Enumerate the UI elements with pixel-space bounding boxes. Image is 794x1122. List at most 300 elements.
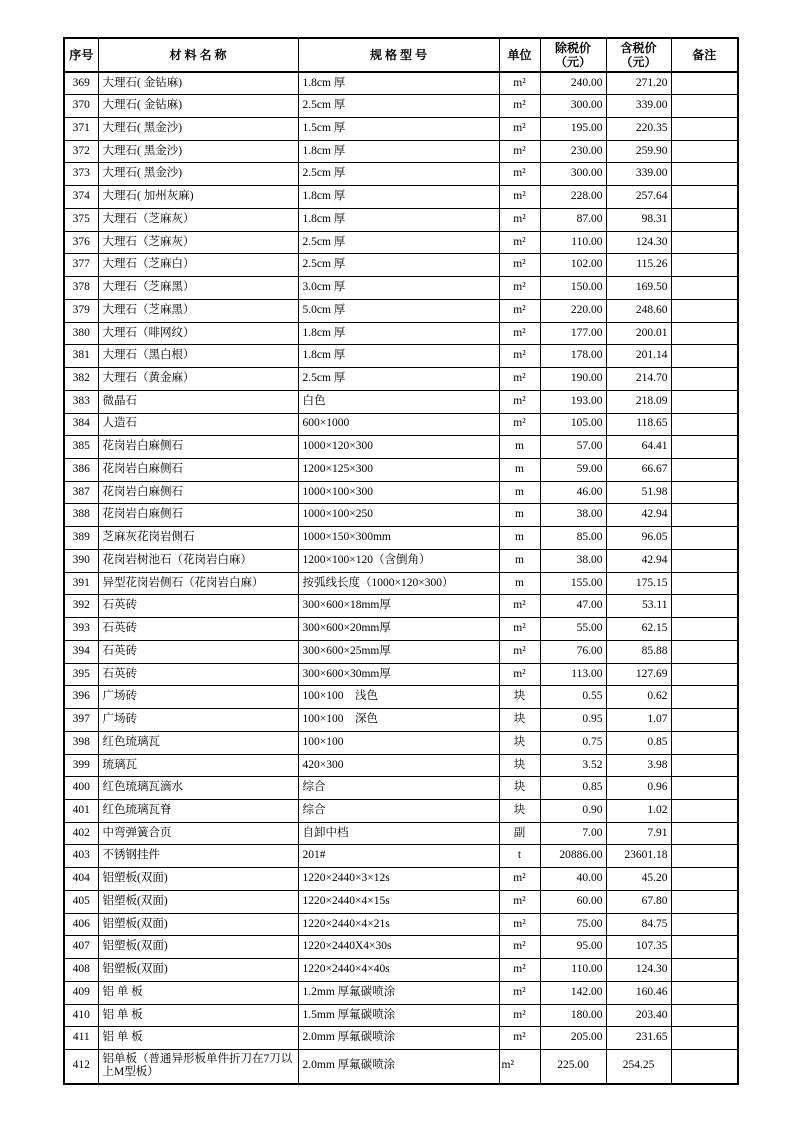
cell-spec: 2.5cm 厚 (298, 95, 499, 118)
cell-unit: m² (499, 163, 540, 186)
table-row (64, 1027, 738, 1050)
table-row (64, 481, 738, 504)
cell-unit: 副 (499, 822, 540, 845)
cell-name: 大理石( 黑金沙) (98, 117, 298, 140)
cell-price_ex: 193.00 (540, 390, 606, 413)
cell-price_inc: 51.98 (606, 481, 671, 504)
table-row (64, 618, 738, 641)
cell-note (671, 663, 738, 686)
cell-spec: 1220×2440×4×40s (298, 959, 499, 982)
col-header-spec-model: 规 格 型 号 (298, 38, 499, 72)
table-row (64, 163, 738, 186)
cell-spec: 综合 (298, 800, 499, 823)
cell-note (671, 686, 738, 709)
cell-unit: m² (499, 322, 540, 345)
cell-price_ex: 178.00 (540, 345, 606, 368)
cell-price_inc: 42.94 (606, 549, 671, 572)
cell-spec: 1.5mm 厚氟碳喷涂 (298, 1004, 499, 1027)
cell-note (671, 868, 738, 891)
cell-unit: 块 (499, 800, 540, 823)
cell-price_inc: 231.65 (606, 1027, 671, 1050)
cell-unit: m² (499, 368, 540, 391)
cell-price_ex: 300.00 (540, 163, 606, 186)
cell-no: 403 (64, 845, 98, 868)
cell-unit: m² (499, 277, 540, 300)
cell-note (671, 458, 738, 481)
cell-unit: m² (499, 663, 540, 686)
cell-price_ex: 57.00 (540, 436, 606, 459)
cell-price_ex: 180.00 (540, 1004, 606, 1027)
cell-price_inc: 1.02 (606, 800, 671, 823)
cell-note (671, 913, 738, 936)
cell-name: 大理石（黄金麻） (98, 368, 298, 391)
table-row (64, 1050, 738, 1084)
table-row (64, 117, 738, 140)
cell-name: 微晶石 (98, 390, 298, 413)
cell-price_inc: 339.00 (606, 95, 671, 118)
cell-price_inc: 84.75 (606, 913, 671, 936)
col-header-material-name: 材 料 名 称 (98, 38, 298, 72)
table-row (64, 754, 738, 777)
cell-spec: 1.8cm 厚 (298, 322, 499, 345)
cell-note (671, 413, 738, 436)
cell-note (671, 936, 738, 959)
cell-price_ex: 110.00 (540, 959, 606, 982)
cell-spec: 1.5cm 厚 (298, 117, 499, 140)
cell-no: 369 (64, 72, 98, 95)
table-row (64, 845, 738, 868)
cell-unit: m (499, 549, 540, 572)
cell-spec: 300×600×20mm厚 (298, 618, 499, 641)
cell-name: 大理石（芝麻灰） (98, 208, 298, 231)
cell-unit: m² (499, 890, 540, 913)
cell-price_inc: 115.26 (606, 254, 671, 277)
table-row (64, 868, 738, 891)
cell-price_ex: 142.00 (540, 981, 606, 1004)
cell-spec: 1.8cm 厚 (298, 345, 499, 368)
cell-name: 琉璃瓦 (98, 754, 298, 777)
cell-price_inc: 248.60 (606, 299, 671, 322)
table-row (64, 254, 738, 277)
table-row (64, 572, 738, 595)
cell-price_ex: 220.00 (540, 299, 606, 322)
cell-price_inc: 124.30 (606, 231, 671, 254)
cell-no: 386 (64, 458, 98, 481)
table-row (64, 800, 738, 823)
cell-spec: 201# (298, 845, 499, 868)
cell-note (671, 595, 738, 618)
cell-no: 388 (64, 504, 98, 527)
cell-price_inc: 203.40 (606, 1004, 671, 1027)
cell-unit: m (499, 504, 540, 527)
cell-note (671, 231, 738, 254)
table-row (64, 595, 738, 618)
cell-price_ex: 177.00 (540, 322, 606, 345)
cell-unit: m² (499, 913, 540, 936)
cell-spec: 2.0mm 厚氟碳喷涂 (298, 1050, 499, 1084)
table-header-row (64, 38, 738, 72)
cell-no: 405 (64, 890, 98, 913)
cell-name: 石英砖 (98, 595, 298, 618)
cell-unit: m² (499, 1050, 540, 1084)
cell-unit: m (499, 436, 540, 459)
cell-price_ex: 240.00 (540, 72, 606, 95)
cell-unit: 块 (499, 686, 540, 709)
cell-price_inc: 45.20 (606, 868, 671, 891)
cell-note (671, 618, 738, 641)
cell-name: 芝麻灰花岗岩侧石 (98, 527, 298, 550)
cell-price_ex: 95.00 (540, 936, 606, 959)
cell-note (671, 481, 738, 504)
cell-name: 石英砖 (98, 663, 298, 686)
cell-note (671, 890, 738, 913)
cell-name: 大理石（芝麻白） (98, 254, 298, 277)
cell-price_ex: 46.00 (540, 481, 606, 504)
cell-price_inc: 160.46 (606, 981, 671, 1004)
cell-price_ex: 0.55 (540, 686, 606, 709)
cell-name: 铝塑板(双面) (98, 890, 298, 913)
cell-note (671, 186, 738, 209)
table-row (64, 981, 738, 1004)
cell-no: 412 (64, 1050, 98, 1084)
cell-unit: m² (499, 959, 540, 982)
cell-price_ex: 155.00 (540, 572, 606, 595)
cell-spec: 100×100 深色 (298, 709, 499, 732)
cell-price_ex: 76.00 (540, 640, 606, 663)
cell-spec: 1220×2440X4×30s (298, 936, 499, 959)
cell-no: 376 (64, 231, 98, 254)
cell-spec: 420×300 (298, 754, 499, 777)
cell-no: 395 (64, 663, 98, 686)
cell-price_ex: 0.95 (540, 709, 606, 732)
cell-name: 铝塑板(双面) (98, 936, 298, 959)
cell-price_ex: 150.00 (540, 277, 606, 300)
cell-name: 石英砖 (98, 618, 298, 641)
cell-name: 大理石（芝麻黑） (98, 299, 298, 322)
cell-price_ex: 75.00 (540, 913, 606, 936)
cell-spec: 1200×100×120（含倒角） (298, 549, 499, 572)
cell-name: 广场砖 (98, 709, 298, 732)
cell-name: 大理石（啡网纹） (98, 322, 298, 345)
cell-no: 379 (64, 299, 98, 322)
cell-no: 398 (64, 731, 98, 754)
cell-no: 396 (64, 686, 98, 709)
table-row (64, 731, 738, 754)
cell-spec: 2.5cm 厚 (298, 368, 499, 391)
cell-note (671, 572, 738, 595)
cell-note (671, 322, 738, 345)
col-header-serial: 序号 (64, 38, 98, 72)
cell-note (671, 95, 738, 118)
table-row (64, 186, 738, 209)
cell-spec: 600×1000 (298, 413, 499, 436)
cell-note (671, 72, 738, 95)
table-row (64, 709, 738, 732)
cell-price_inc: 127.69 (606, 663, 671, 686)
cell-name: 异型花岗岩侧石（花岗岩白麻） (98, 572, 298, 595)
cell-price_inc: 96.05 (606, 527, 671, 550)
table-row (64, 390, 738, 413)
cell-price_inc: 62.15 (606, 618, 671, 641)
cell-price_inc: 67.80 (606, 890, 671, 913)
cell-spec: 100×100 (298, 731, 499, 754)
cell-note (671, 777, 738, 800)
cell-spec: 2.0mm 厚氟碳喷涂 (298, 1027, 499, 1050)
cell-price_inc: 169.50 (606, 277, 671, 300)
table-row (64, 1004, 738, 1027)
cell-no: 408 (64, 959, 98, 982)
cell-note (671, 731, 738, 754)
cell-note (671, 208, 738, 231)
cell-unit: m² (499, 186, 540, 209)
cell-name: 大理石（芝麻灰） (98, 231, 298, 254)
cell-spec: 1220×2440×3×12s (298, 868, 499, 891)
cell-note (671, 754, 738, 777)
table-row (64, 640, 738, 663)
cell-note (671, 140, 738, 163)
table-row (64, 890, 738, 913)
cell-spec: 综合 (298, 777, 499, 800)
table-row (64, 140, 738, 163)
cell-spec: 1.8cm 厚 (298, 72, 499, 95)
cell-no: 391 (64, 572, 98, 595)
cell-no: 378 (64, 277, 98, 300)
cell-name: 大理石( 金钻麻) (98, 95, 298, 118)
material-price-table (63, 37, 739, 1085)
cell-name: 大理石( 加州灰麻) (98, 186, 298, 209)
table-row (64, 936, 738, 959)
cell-note (671, 1050, 738, 1084)
cell-price_ex: 59.00 (540, 458, 606, 481)
cell-price_inc: 257.64 (606, 186, 671, 209)
cell-no: 397 (64, 709, 98, 732)
table-row (64, 368, 738, 391)
cell-unit: m² (499, 345, 540, 368)
cell-price_inc: 3.98 (606, 754, 671, 777)
cell-price_ex: 38.00 (540, 549, 606, 572)
cell-price_ex: 110.00 (540, 231, 606, 254)
cell-spec: 300×600×30mm厚 (298, 663, 499, 686)
cell-spec: 1000×100×300 (298, 481, 499, 504)
cell-price_inc: 218.09 (606, 390, 671, 413)
cell-spec: 1.8cm 厚 (298, 186, 499, 209)
cell-note (671, 117, 738, 140)
cell-spec: 1200×125×300 (298, 458, 499, 481)
table-row (64, 777, 738, 800)
cell-price_ex: 225.00 (540, 1050, 606, 1084)
table-row (64, 322, 738, 345)
cell-unit: m² (499, 140, 540, 163)
cell-price_inc: 220.35 (606, 117, 671, 140)
cell-price_inc: 214.70 (606, 368, 671, 391)
cell-price_ex: 195.00 (540, 117, 606, 140)
cell-spec: 1.8cm 厚 (298, 140, 499, 163)
cell-note (671, 299, 738, 322)
cell-unit: m² (499, 981, 540, 1004)
cell-name: 花岗岩白麻侧石 (98, 504, 298, 527)
cell-note (671, 345, 738, 368)
cell-unit: 块 (499, 731, 540, 754)
cell-price_inc: 64.41 (606, 436, 671, 459)
cell-no: 407 (64, 936, 98, 959)
table-row (64, 231, 738, 254)
cell-name: 铝塑板(双面) (98, 868, 298, 891)
cell-note (671, 1027, 738, 1050)
cell-note (671, 254, 738, 277)
cell-spec: 1.2mm 厚氟碳喷涂 (298, 981, 499, 1004)
cell-note (671, 822, 738, 845)
cell-name: 石英砖 (98, 640, 298, 663)
cell-price_ex: 38.00 (540, 504, 606, 527)
cell-unit: m² (499, 936, 540, 959)
cell-unit: m² (499, 117, 540, 140)
cell-no: 409 (64, 981, 98, 1004)
cell-name: 红色琉璃瓦 (98, 731, 298, 754)
cell-no: 375 (64, 208, 98, 231)
cell-price_inc: 7.91 (606, 822, 671, 845)
cell-price_ex: 47.00 (540, 595, 606, 618)
cell-price_ex: 20886.00 (540, 845, 606, 868)
cell-name: 花岗岩白麻侧石 (98, 436, 298, 459)
cell-price_ex: 60.00 (540, 890, 606, 913)
cell-unit: m² (499, 595, 540, 618)
cell-price_ex: 190.00 (540, 368, 606, 391)
cell-unit: m² (499, 868, 540, 891)
col-header-remarks: 备注 (671, 38, 738, 72)
cell-name: 花岗岩树池石（花岗岩白麻） (98, 549, 298, 572)
cell-price_inc: 0.96 (606, 777, 671, 800)
cell-unit: m² (499, 640, 540, 663)
table-row (64, 458, 738, 481)
cell-price_inc: 118.65 (606, 413, 671, 436)
cell-no: 392 (64, 595, 98, 618)
cell-spec: 按弧线长度（1000×120×300） (298, 572, 499, 595)
col-header-unit: 单位 (499, 38, 540, 72)
cell-price_inc: 23601.18 (606, 845, 671, 868)
cell-name: 铝单板（普通异形板单件折刀在7刀以上M型板） (98, 1050, 298, 1084)
cell-price_ex: 105.00 (540, 413, 606, 436)
cell-price_ex: 3.52 (540, 754, 606, 777)
cell-price_ex: 0.85 (540, 777, 606, 800)
cell-no: 387 (64, 481, 98, 504)
cell-price_ex: 85.00 (540, 527, 606, 550)
cell-no: 394 (64, 640, 98, 663)
table-row (64, 527, 738, 550)
table-row (64, 413, 738, 436)
cell-unit: m (499, 572, 540, 595)
cell-note (671, 549, 738, 572)
table-row (64, 72, 738, 95)
cell-unit: m (499, 458, 540, 481)
cell-price_inc: 201.14 (606, 345, 671, 368)
cell-no: 372 (64, 140, 98, 163)
cell-unit: 块 (499, 709, 540, 732)
cell-unit: m² (499, 231, 540, 254)
cell-price_inc: 0.85 (606, 731, 671, 754)
table-row (64, 436, 738, 459)
cell-unit: m² (499, 208, 540, 231)
cell-no: 402 (64, 822, 98, 845)
cell-price_inc: 107.35 (606, 936, 671, 959)
cell-no: 404 (64, 868, 98, 891)
cell-price_inc: 271.20 (606, 72, 671, 95)
cell-no: 410 (64, 1004, 98, 1027)
cell-note (671, 1004, 738, 1027)
table-body (64, 72, 738, 1084)
cell-spec: 1220×2440×4×21s (298, 913, 499, 936)
cell-unit: m² (499, 390, 540, 413)
table-row (64, 549, 738, 572)
cell-price_ex: 7.00 (540, 822, 606, 845)
table-row (64, 277, 738, 300)
cell-no: 381 (64, 345, 98, 368)
cell-price_inc: 98.31 (606, 208, 671, 231)
cell-spec: 1220×2440×4×15s (298, 890, 499, 913)
cell-no: 389 (64, 527, 98, 550)
cell-note (671, 959, 738, 982)
cell-spec: 100×100 浅色 (298, 686, 499, 709)
cell-note (671, 436, 738, 459)
cell-no: 374 (64, 186, 98, 209)
cell-unit: m² (499, 1004, 540, 1027)
cell-no: 377 (64, 254, 98, 277)
cell-price_inc: 0.62 (606, 686, 671, 709)
cell-name: 中弯弹簧合页 (98, 822, 298, 845)
cell-no: 400 (64, 777, 98, 800)
cell-price_ex: 0.75 (540, 731, 606, 754)
table-row (64, 95, 738, 118)
cell-spec: 2.5cm 厚 (298, 163, 499, 186)
cell-note (671, 800, 738, 823)
cell-price_inc: 85.88 (606, 640, 671, 663)
cell-unit: m² (499, 72, 540, 95)
cell-price_ex: 230.00 (540, 140, 606, 163)
table-row (64, 299, 738, 322)
cell-unit: m² (499, 95, 540, 118)
cell-note (671, 640, 738, 663)
cell-spec: 300×600×18mm厚 (298, 595, 499, 618)
cell-no: 380 (64, 322, 98, 345)
cell-spec: 300×600×25mm厚 (298, 640, 499, 663)
cell-spec: 1000×120×300 (298, 436, 499, 459)
cell-name: 铝塑板(双面) (98, 959, 298, 982)
cell-note (671, 368, 738, 391)
cell-no: 393 (64, 618, 98, 641)
cell-no: 406 (64, 913, 98, 936)
table-row (64, 959, 738, 982)
cell-no: 370 (64, 95, 98, 118)
cell-price_ex: 55.00 (540, 618, 606, 641)
cell-unit: m² (499, 413, 540, 436)
cell-price_inc: 42.94 (606, 504, 671, 527)
cell-note (671, 709, 738, 732)
table-row (64, 913, 738, 936)
cell-no: 411 (64, 1027, 98, 1050)
cell-spec: 自卸中档 (298, 822, 499, 845)
cell-spec: 3.0cm 厚 (298, 277, 499, 300)
table-row (64, 686, 738, 709)
cell-price_ex: 87.00 (540, 208, 606, 231)
cell-unit: t (499, 845, 540, 868)
cell-name: 大理石( 黑金沙) (98, 163, 298, 186)
cell-spec: 5.0cm 厚 (298, 299, 499, 322)
cell-note (671, 390, 738, 413)
cell-unit: m² (499, 254, 540, 277)
cell-spec: 1.8cm 厚 (298, 208, 499, 231)
cell-name: 红色琉璃瓦脊 (98, 800, 298, 823)
cell-name: 花岗岩白麻侧石 (98, 458, 298, 481)
cell-price_ex: 228.00 (540, 186, 606, 209)
